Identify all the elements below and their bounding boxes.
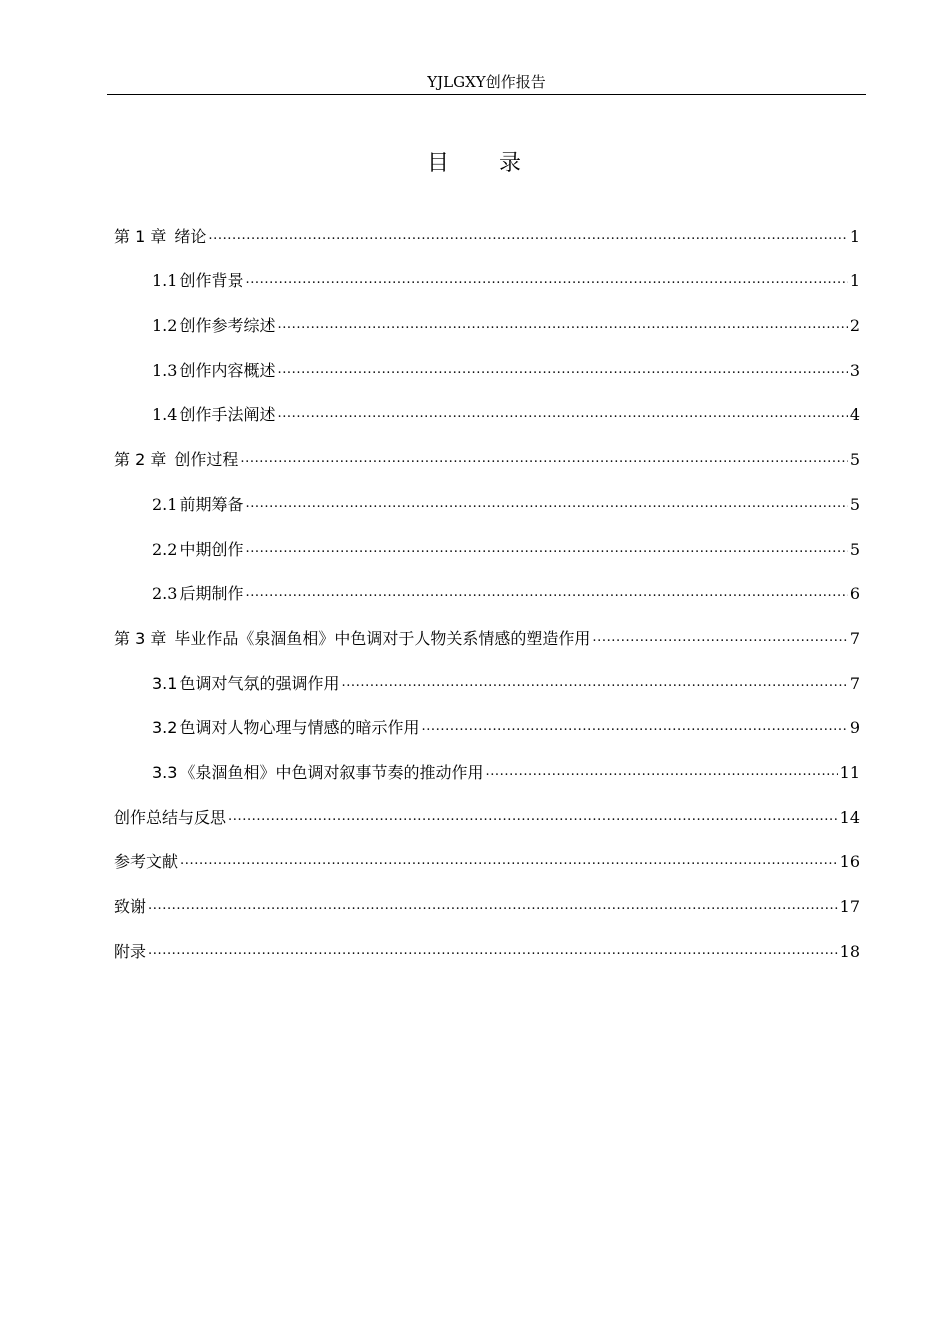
toc-title — [0, 150, 950, 178]
toc-entry-number: 1.2 — [152, 316, 178, 336]
toc-entry-page: 7 — [849, 673, 860, 693]
toc-entry-page: 5 — [849, 494, 860, 514]
toc-entry-title: 中期创作 — [179, 539, 244, 559]
toc-leader-dots — [245, 494, 847, 514]
toc-entry-label — [114, 629, 590, 649]
toc-leader-dots — [245, 583, 847, 603]
toc-entry-title: 参考文献 — [114, 852, 179, 872]
toc-leader-dots — [421, 717, 847, 737]
toc-entry-page: 17 — [839, 897, 860, 916]
toc-entry-title: 创作参考综述 — [179, 316, 276, 336]
toc-entry-section-1-4[interactable] — [114, 391, 860, 436]
toc-entry-chapter-2[interactable] — [114, 435, 860, 480]
toc-leader-dots — [592, 628, 847, 648]
toc-entry-section-2-1[interactable] — [114, 480, 860, 525]
toc-title-left: 目 — [426, 151, 451, 176]
toc-leader-dots — [277, 315, 847, 335]
page-header — [107, 70, 866, 95]
toc-leader-dots — [208, 226, 847, 246]
toc-entry-label — [114, 852, 178, 872]
toc-entry-label — [114, 942, 146, 962]
toc-entry-label — [152, 584, 243, 604]
toc-leader-dots — [240, 449, 847, 469]
toc-entry-title: 创作内容概述 — [179, 360, 276, 380]
toc-entry-page: 1 — [849, 226, 860, 246]
toc-entry-number: 3.2 — [152, 718, 178, 738]
toc-leader-dots — [245, 539, 847, 559]
toc-entry-label — [114, 897, 146, 917]
toc-entry-number: 3.3 — [152, 762, 178, 782]
toc-entry-number: 1.4 — [152, 405, 178, 425]
toc-entry-page: 1 — [849, 271, 860, 291]
toc-leader-dots — [148, 896, 838, 916]
toc-entry-number: 2.3 — [152, 584, 178, 604]
header-title: YJLGXY创作报告 — [427, 73, 546, 91]
toc-entry-section-1-2[interactable] — [114, 301, 860, 346]
toc-entry-page: 5 — [849, 539, 860, 559]
toc-entry-title: 毕业作品《泉涸鱼相》中色调对于人物关系情感的塑造作用 — [174, 628, 591, 648]
toc-entry-acknowledgements[interactable] — [114, 882, 860, 927]
toc-entry-title: 色调对气氛的强调作用 — [179, 673, 340, 693]
toc-entry-page: 14 — [839, 807, 860, 827]
toc-entry-section-1-3[interactable] — [114, 346, 860, 391]
toc-entry-label — [152, 674, 339, 694]
toc-entry-number: 3.1 — [152, 673, 178, 693]
toc-entry-page: 2 — [849, 316, 860, 336]
toc-entry-title: 前期筹备 — [179, 494, 244, 514]
toc-entry-title: 创作手法阐述 — [179, 405, 276, 425]
toc-entry-section-2-3[interactable] — [114, 570, 860, 615]
toc-entry-label — [152, 316, 275, 336]
toc-entry-page: 6 — [849, 584, 860, 604]
toc-entry-page: 7 — [849, 628, 860, 648]
toc-entry-title: 创作总结与反思 — [114, 807, 227, 827]
toc-entry-page: 4 — [849, 405, 860, 425]
toc-leader-dots — [277, 404, 847, 424]
toc-title-right: 录 — [499, 151, 524, 176]
toc-entry-page: 9 — [849, 718, 860, 738]
toc-leader-dots — [341, 673, 847, 693]
toc-entry-title: 附录 — [114, 941, 147, 961]
toc-entry-label — [114, 227, 206, 247]
toc-entry-section-1-1[interactable] — [114, 257, 860, 302]
toc-entry-chapter-1[interactable] — [114, 212, 860, 257]
toc-entry-title: 创作背景 — [179, 271, 244, 291]
toc-entry-number: 第 1 章 — [114, 226, 167, 246]
toc-entry-label — [152, 405, 275, 425]
toc-leader-dots — [245, 270, 847, 290]
toc-entry-number: 2.2 — [152, 539, 178, 559]
toc-entry-appendix[interactable] — [114, 927, 860, 972]
table-of-contents — [114, 212, 860, 972]
toc-entry-label — [152, 271, 243, 291]
toc-entry-label — [152, 718, 419, 738]
toc-entry-page: 11 — [839, 762, 860, 782]
toc-entry-section-3-2[interactable] — [114, 704, 860, 749]
toc-entry-title: 致谢 — [114, 897, 147, 916]
toc-entry-number: 1.1 — [152, 271, 178, 291]
toc-entry-references[interactable] — [114, 838, 860, 883]
toc-entry-section-3-3[interactable] — [114, 748, 860, 793]
toc-entry-title: 绪论 — [174, 226, 207, 246]
toc-entry-number: 2.1 — [152, 494, 178, 514]
toc-entry-page: 18 — [839, 941, 860, 961]
toc-entry-chapter-3[interactable] — [114, 614, 860, 659]
toc-leader-dots — [228, 807, 838, 827]
toc-entry-number: 第 2 章 — [114, 450, 167, 470]
toc-entry-title: 后期制作 — [179, 584, 244, 604]
toc-entry-label — [114, 450, 238, 470]
toc-entry-label — [114, 808, 226, 828]
toc-entry-summary[interactable] — [114, 793, 860, 838]
toc-entry-title: 《泉涸鱼相》中色调对叙事节奏的推动作用 — [179, 762, 484, 782]
toc-entry-title: 创作过程 — [174, 450, 239, 470]
toc-entry-label — [152, 540, 243, 560]
toc-entry-label — [152, 495, 243, 515]
toc-entry-title: 色调对人物心理与情感的暗示作用 — [179, 718, 420, 738]
toc-entry-page: 3 — [849, 360, 860, 380]
toc-leader-dots — [180, 851, 838, 871]
toc-entry-number: 1.3 — [152, 360, 178, 380]
toc-entry-label — [152, 361, 275, 381]
toc-entry-number: 第 3 章 — [114, 628, 167, 648]
toc-entry-section-3-1[interactable] — [114, 659, 860, 704]
toc-leader-dots — [148, 941, 838, 961]
toc-entry-page: 5 — [849, 450, 860, 470]
toc-entry-page: 16 — [839, 852, 860, 872]
toc-entry-label — [152, 763, 483, 783]
toc-leader-dots — [277, 360, 847, 380]
toc-leader-dots — [485, 762, 837, 782]
toc-entry-section-2-2[interactable] — [114, 525, 860, 570]
